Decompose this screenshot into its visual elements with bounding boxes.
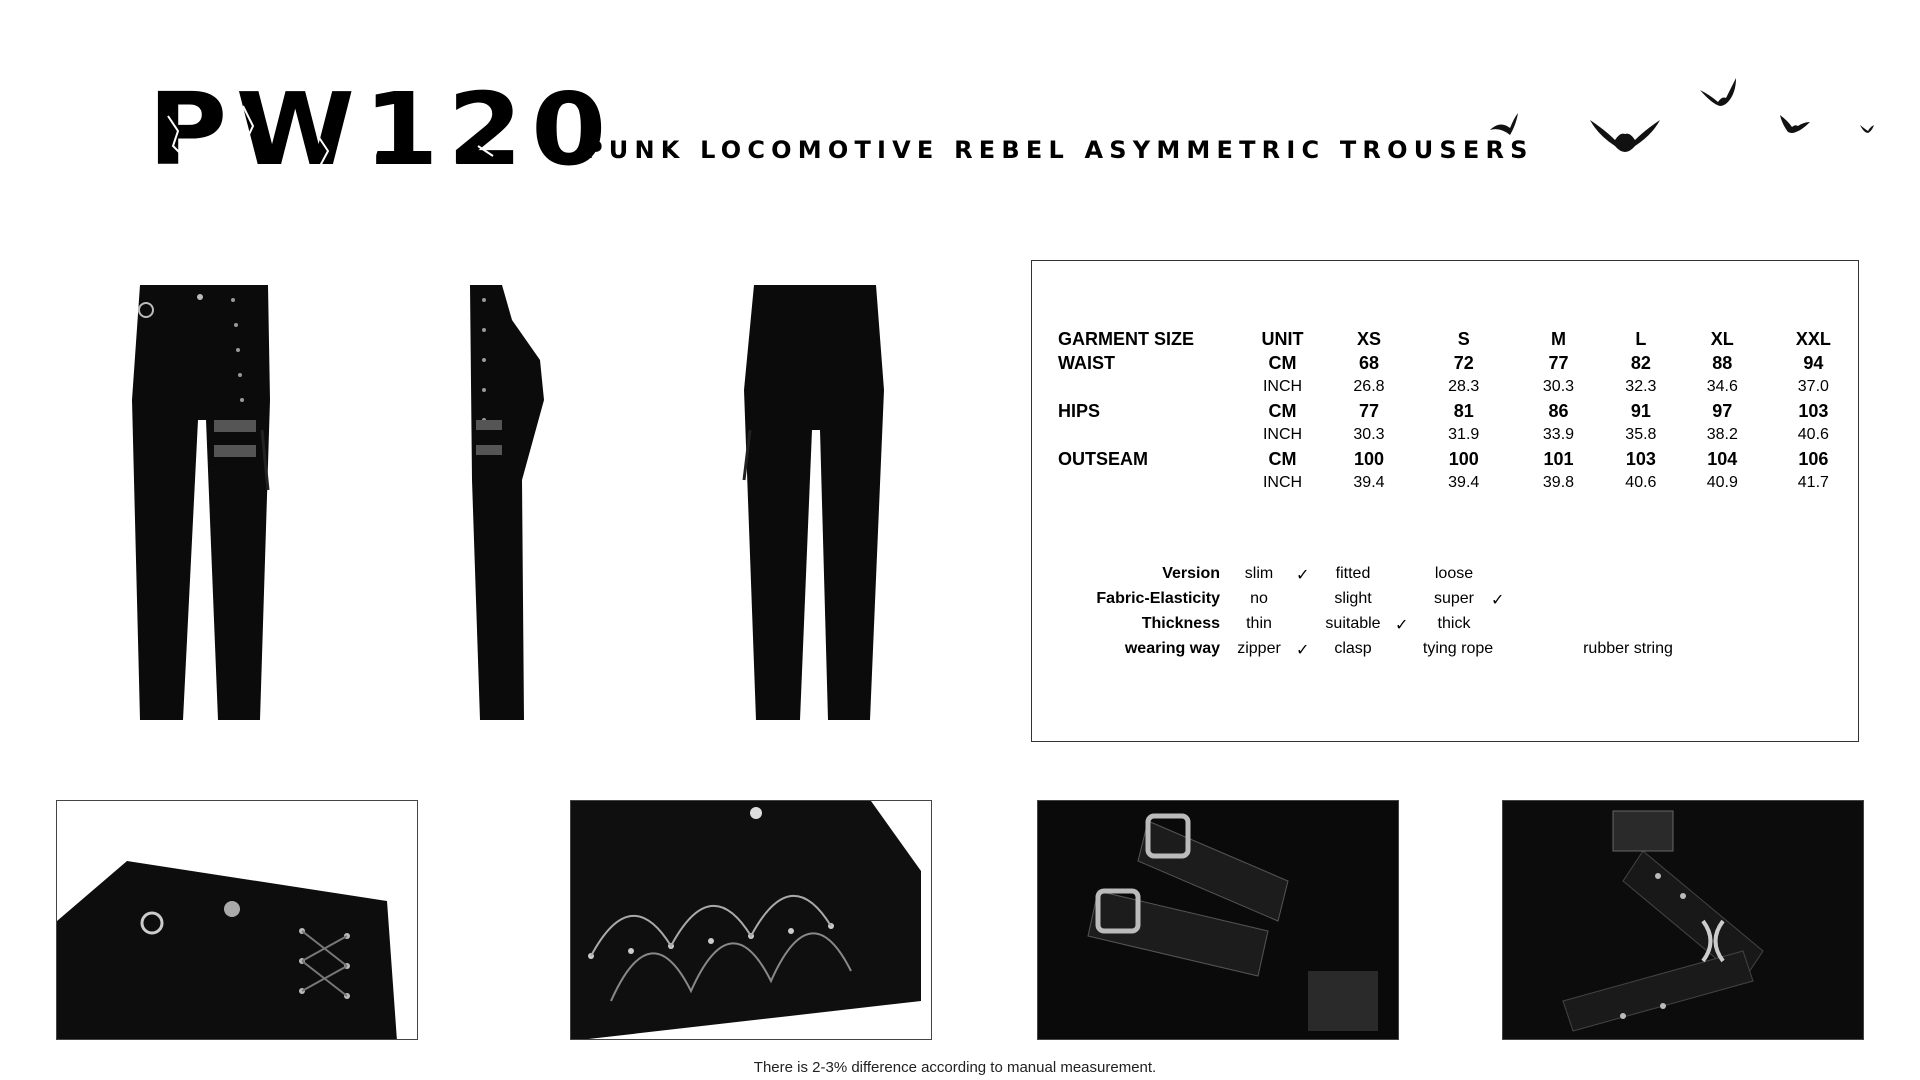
attr-label: wearing way — [1124, 640, 1220, 657]
row-unit: INCH — [1262, 426, 1303, 443]
cell: 100 — [1448, 448, 1479, 469]
size-table — [1058, 327, 1858, 495]
attr-label: Version — [1162, 565, 1220, 582]
table-row — [1058, 351, 1858, 375]
cell: 33.9 — [1542, 426, 1575, 443]
cell: 41.7 — [1797, 474, 1829, 491]
attr-wearing-row — [1032, 640, 1860, 665]
cell: 81 — [1453, 400, 1474, 421]
row-unit: INCH — [1262, 378, 1303, 395]
cell: 103 — [1625, 448, 1656, 469]
cell: 40.9 — [1706, 474, 1738, 491]
measurement-note: There is 2-3% difference according to manual measurement. — [753, 1059, 1157, 1076]
cell: 100 — [1353, 448, 1384, 469]
attr-option: loose — [1434, 565, 1474, 582]
row-name: OUTSEAM — [1058, 448, 1148, 469]
cell: 28.3 — [1448, 378, 1480, 395]
cell: 77 — [1358, 400, 1379, 421]
bats-decoration — [1460, 60, 1880, 160]
row-name — [1058, 375, 1243, 399]
product-code: PW120 — [148, 71, 615, 188]
cell: 91 — [1630, 400, 1651, 421]
cell: 106 — [1798, 448, 1829, 469]
cell: 34.6 — [1706, 378, 1738, 395]
table-row — [1058, 375, 1858, 399]
cell: 68 — [1358, 352, 1379, 373]
product-title: PUNK LOCOMOTIVE REBEL ASYMMETRIC TROUSERS — [585, 136, 1534, 164]
cell: 86 — [1548, 400, 1569, 421]
cell: 72 — [1453, 352, 1474, 373]
row-unit: CM — [1268, 448, 1297, 469]
cell: 30.3 — [1353, 426, 1385, 443]
cell: 82 — [1630, 352, 1651, 373]
cell: 88 — [1712, 352, 1733, 373]
cell: 37.0 — [1797, 378, 1829, 395]
header-xs: XS — [1356, 328, 1381, 349]
attributes-block — [1032, 565, 1860, 675]
header-xl: XL — [1710, 328, 1734, 349]
attr-option: suitable — [1325, 615, 1381, 632]
cell: 101 — [1543, 448, 1574, 469]
table-row — [1058, 447, 1858, 471]
cell: 104 — [1707, 448, 1738, 469]
table-row — [1058, 423, 1858, 447]
check-mark: ✓ — [1296, 642, 1310, 659]
attr-option: tying rope — [1422, 640, 1494, 657]
table-row — [1058, 399, 1858, 423]
header-garment-size: GARMENT SIZE — [1058, 328, 1195, 349]
cell: 39.8 — [1542, 474, 1575, 491]
row-unit: CM — [1268, 352, 1297, 373]
attr-option: fitted — [1335, 565, 1371, 582]
header-unit: UNIT — [1261, 328, 1304, 349]
check-mark: ✓ — [1491, 592, 1505, 609]
attr-option: zipper — [1237, 640, 1281, 657]
detail-photo-buckles — [1037, 800, 1399, 1040]
cell: 35.8 — [1625, 426, 1657, 443]
cell: 32.3 — [1625, 378, 1657, 395]
attr-elasticity-row — [1032, 590, 1860, 615]
attr-label: Thickness — [1141, 615, 1220, 632]
header-m: M — [1550, 328, 1566, 349]
back-view-pants — [738, 280, 898, 740]
row-name — [1058, 423, 1243, 447]
check-mark: ✓ — [1395, 617, 1409, 634]
row-name: HIPS — [1058, 400, 1101, 421]
detail-photo-side-lacing — [570, 800, 932, 1040]
cell: 39.4 — [1448, 474, 1480, 491]
attr-option: thick — [1437, 615, 1471, 632]
attr-label: Fabric-Elasticity — [1096, 590, 1220, 607]
attr-option: thin — [1246, 615, 1272, 632]
cell: 40.6 — [1797, 426, 1829, 443]
size-header-row — [1058, 327, 1858, 351]
header-s: S — [1457, 328, 1470, 349]
side-view-pants — [462, 280, 572, 740]
attr-option: rubber string — [1583, 640, 1673, 657]
attr-option: super — [1433, 590, 1475, 607]
front-view-pants — [128, 280, 278, 740]
attr-option: slight — [1334, 590, 1372, 607]
cell: 77 — [1548, 352, 1569, 373]
cell: 30.3 — [1542, 378, 1575, 395]
cell: 40.6 — [1625, 474, 1657, 491]
cell: 38.2 — [1706, 426, 1738, 443]
header-l: L — [1635, 328, 1647, 349]
cell: 26.8 — [1353, 378, 1385, 395]
row-name: WAIST — [1058, 352, 1115, 373]
attr-version-row — [1032, 565, 1860, 590]
header-xxl: XXL — [1795, 328, 1831, 349]
cell: 97 — [1712, 400, 1733, 421]
attr-option: no — [1250, 590, 1268, 607]
detail-photo-strap-ring — [1502, 800, 1864, 1040]
attr-thickness-row — [1032, 615, 1860, 640]
attr-option: clasp — [1334, 640, 1372, 657]
detail-photo-waist-ring — [56, 800, 418, 1040]
cell: 103 — [1798, 400, 1829, 421]
size-chart — [1031, 260, 1859, 742]
table-row — [1058, 471, 1858, 495]
check-mark: ✓ — [1296, 567, 1310, 584]
crack-texture — [148, 86, 518, 186]
attr-option: slim — [1244, 565, 1274, 582]
row-unit: INCH — [1262, 474, 1303, 491]
cell: 94 — [1803, 352, 1824, 373]
row-unit: CM — [1268, 400, 1297, 421]
row-name — [1058, 471, 1243, 495]
cell: 39.4 — [1353, 474, 1385, 491]
cell: 31.9 — [1448, 426, 1480, 443]
